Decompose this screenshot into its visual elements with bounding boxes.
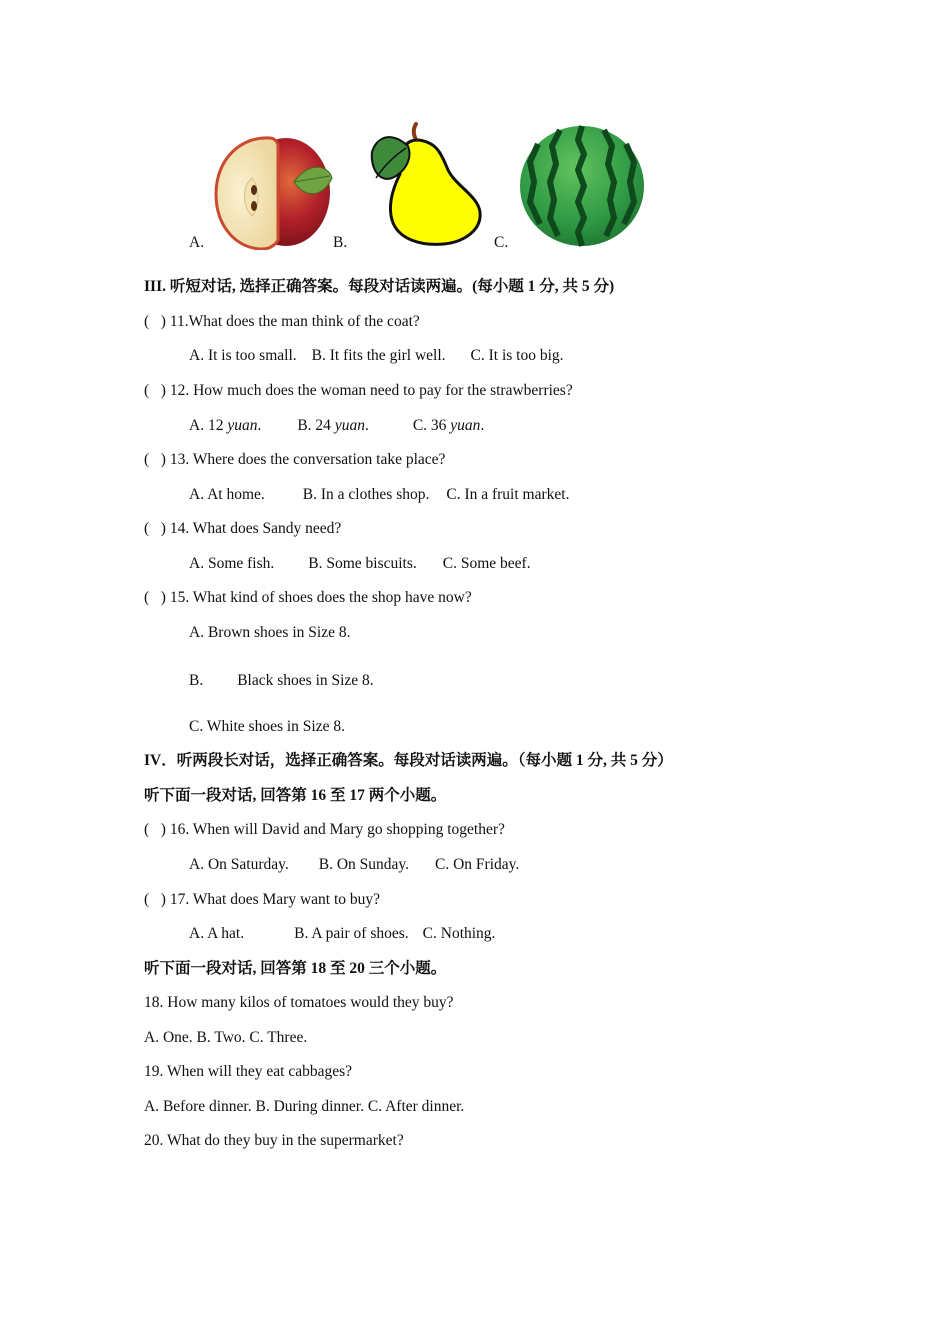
question-18: 18. How many kilos of tomatoes would they buy? xyxy=(144,994,454,1011)
question-11-options: A. It is too small. B. It fits the girl well. C. It is too big. xyxy=(189,347,564,364)
question-15-option-a: A. Brown shoes in Size 8. xyxy=(189,624,351,641)
question-12-options: A. 12 yuan. B. 24 yuan. C. 36 yuan. xyxy=(189,417,485,434)
question-18-options: A. One. B. Two. C. Three. xyxy=(144,1029,308,1046)
watermelon-icon xyxy=(516,120,646,250)
question-14-options: A. Some fish. B. Some biscuits. C. Some beef. xyxy=(189,555,531,572)
option-a-label: A. xyxy=(189,234,205,251)
apple-icon xyxy=(212,128,334,250)
question-15-option-b: B. Black shoes in Size 8. xyxy=(189,672,374,689)
question-11: ( ) 11.What does the man think of the coat? xyxy=(144,313,420,330)
pear-icon xyxy=(360,116,492,248)
question-20: 20. What do they buy in the supermarket? xyxy=(144,1132,404,1149)
question-19-options: A. Before dinner. B. During dinner. C. After dinner. xyxy=(144,1098,465,1115)
section-4-heading: IV．听两段长对话，选择正确答案。每段对话读两遍。（每小题 1 分, 共 5 分） xyxy=(144,752,673,769)
dialogue-2-instruction: 听下面一段对话, 回答第 18 至 20 三个小题。 xyxy=(144,960,447,977)
question-17: ( ) 17. What does Mary want to buy? xyxy=(144,891,381,908)
question-13-options: A. At home. B. In a clothes shop. C. In a fruit market. xyxy=(189,486,570,503)
question-16: ( ) 16. When will David and Mary go shopping together? xyxy=(144,821,505,838)
option-c-label: C. xyxy=(494,234,509,251)
question-12: ( ) 12. How much does the woman need to pay for the strawberries? xyxy=(144,382,573,399)
question-15: ( ) 15. What kind of shoes does the shop have now? xyxy=(144,589,472,606)
question-17-options: A. A hat. B. A pair of shoes. C. Nothing. xyxy=(189,925,496,942)
question-19: 19. When will they eat cabbages? xyxy=(144,1063,353,1080)
question-14: ( ) 14. What does Sandy need? xyxy=(144,520,342,537)
dialogue-1-instruction: 听下面一段对话, 回答第 16 至 17 两个小题。 xyxy=(144,787,447,804)
question-16-options: A. On Saturday. B. On Sunday. C. On Friday. xyxy=(189,856,520,873)
question-13: ( ) 13. Where does the conversation take place? xyxy=(144,451,446,468)
question-15-option-c: C. White shoes in Size 8. xyxy=(189,718,345,735)
option-b-label: B. xyxy=(333,234,348,251)
section-3-heading: III. 听短对话, 选择正确答案。每段对话读两遍。(每小题 1 分, 共 5 分) xyxy=(144,278,615,295)
